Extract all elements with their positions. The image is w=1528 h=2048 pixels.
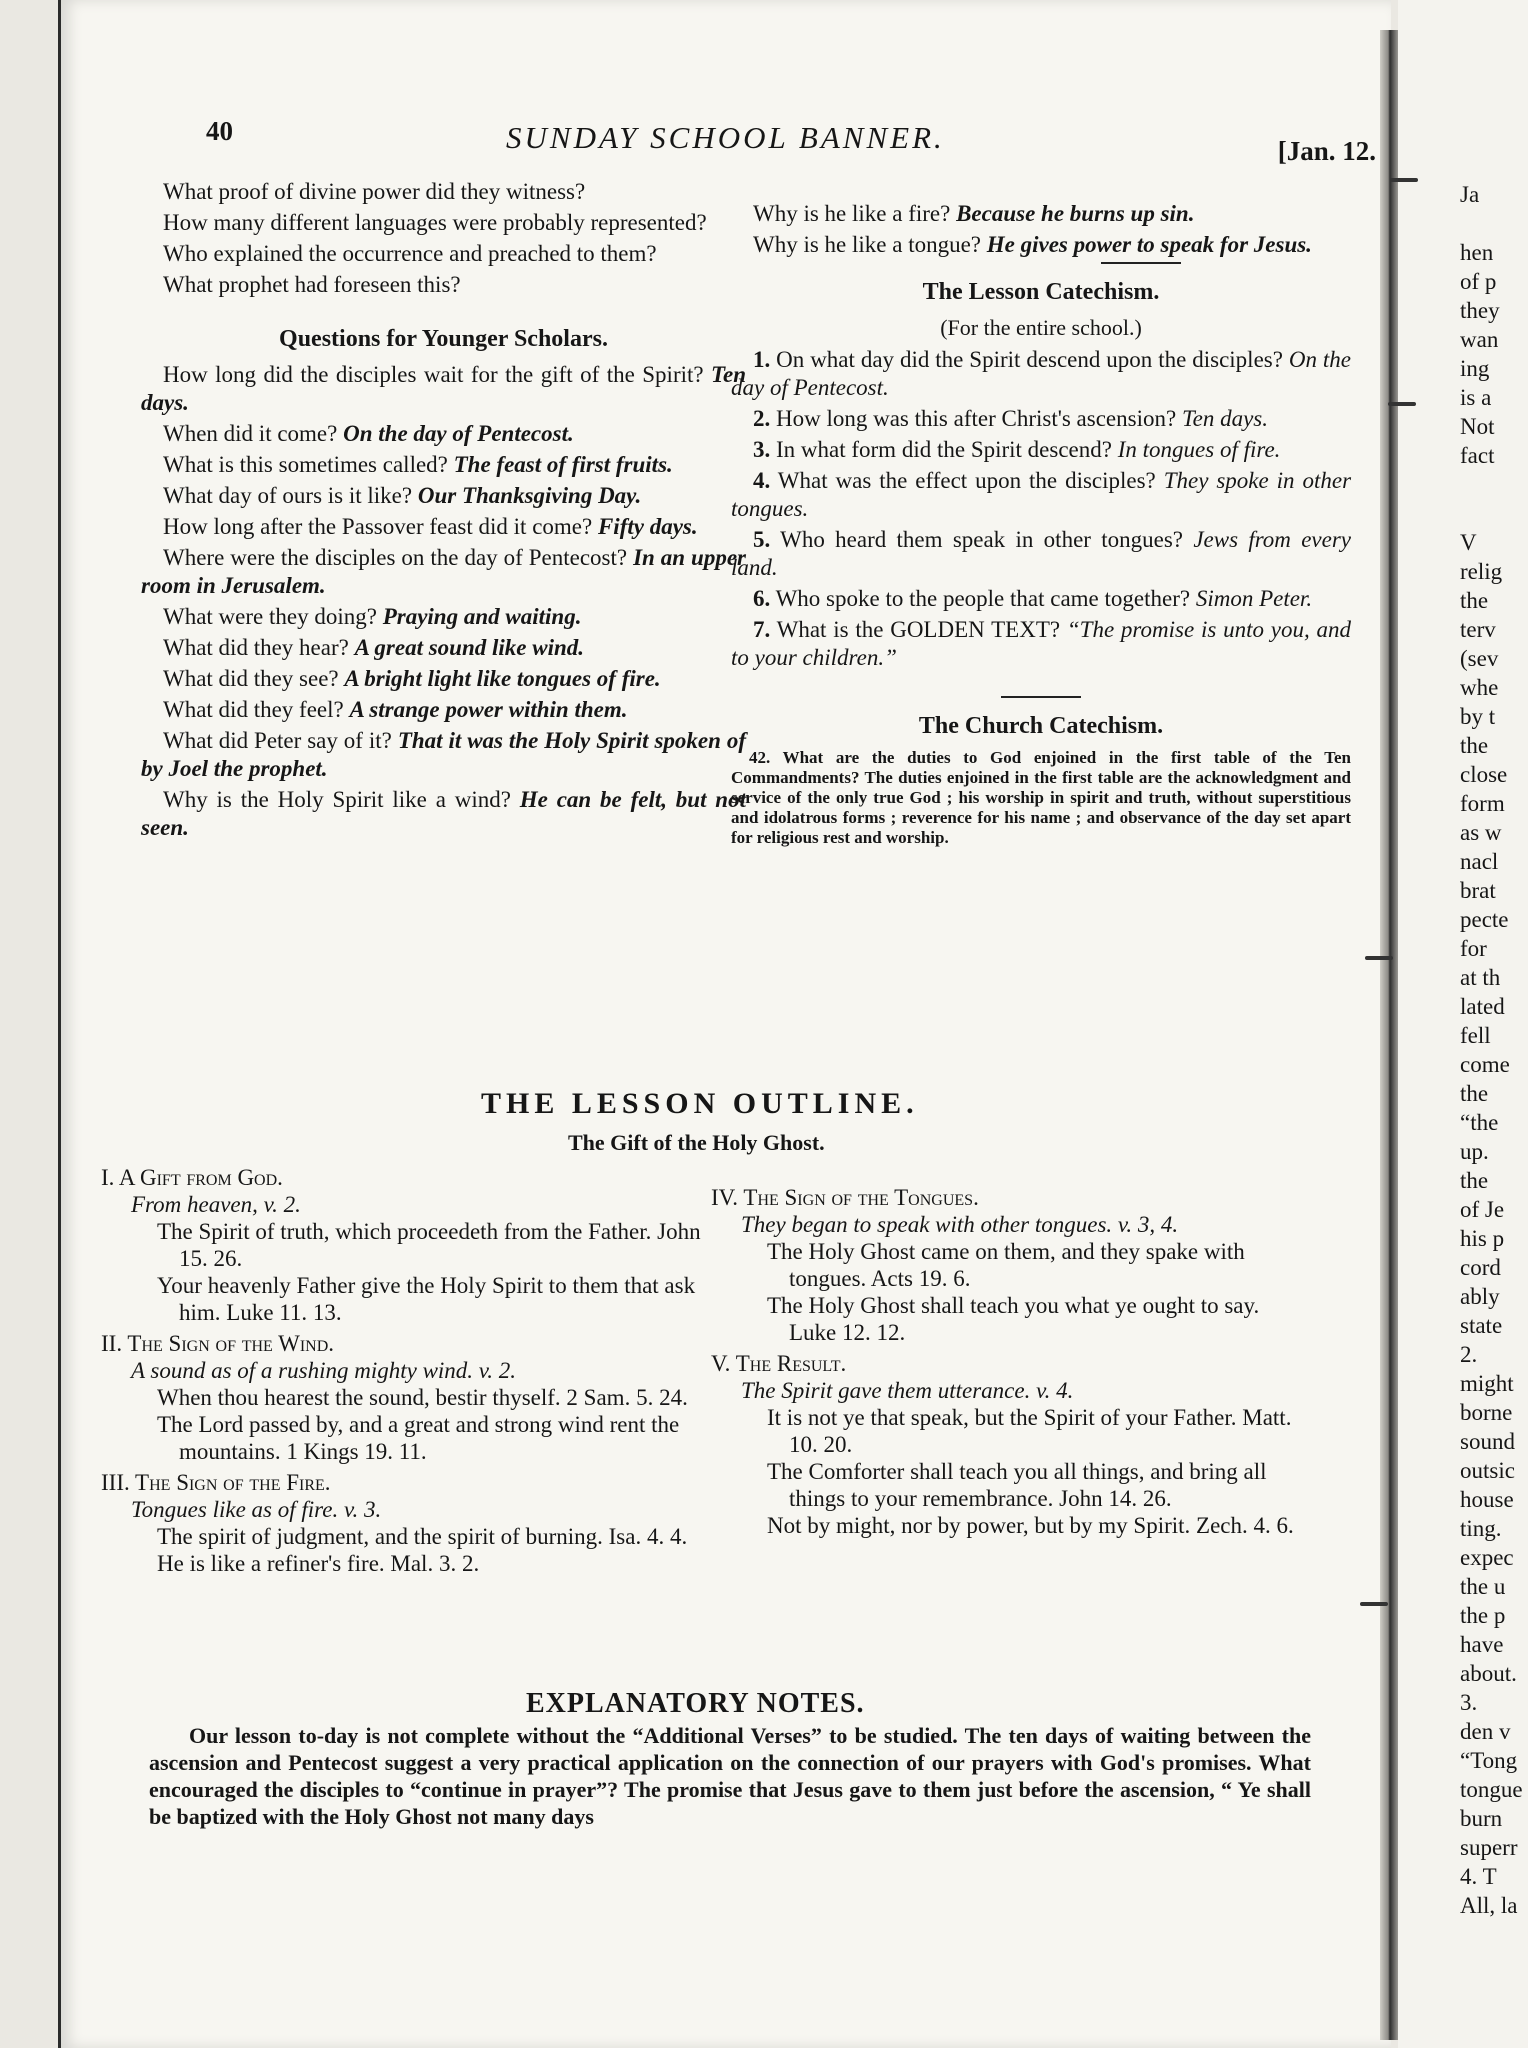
- binding-mark: [1360, 1602, 1388, 1606]
- answer-text: “The promise is unto you, and to your children.”: [731, 617, 1351, 670]
- facing-line: Not: [1460, 414, 1495, 439]
- question-text: Where were the disciples on the day of Pentecost?: [163, 545, 628, 570]
- question-text: How long after the Passover feast did it come?: [163, 514, 593, 539]
- facing-line: come: [1460, 1052, 1510, 1077]
- catechism-number: 7.: [753, 617, 771, 642]
- book-page: [58, 0, 1391, 2048]
- catechism-item: [731, 526, 1351, 582]
- catechism-item: [731, 405, 1351, 433]
- outline-reference: The Holy Ghost came on them, and they spake with tongues. Acts 19. 6.: [767, 1239, 1245, 1291]
- facing-line: of p: [1460, 269, 1497, 294]
- question: How many different languages were probably represented?: [163, 210, 707, 235]
- question-text: On what day did the Spirit descend upon the disciples?: [776, 347, 1283, 372]
- notes-body: [149, 1722, 1311, 1830]
- outline-reference: When thou hearest the sound, bestir thyself. 2 Sam. 5. 24.: [157, 1385, 688, 1410]
- answer-text: A great sound like wind.: [354, 635, 585, 660]
- outline-reference: It is not ye that speak, but the Spirit of your Father. Matt. 10. 20.: [767, 1405, 1292, 1457]
- facing-line: borne: [1460, 1400, 1513, 1425]
- facing-line: (sev: [1460, 646, 1499, 671]
- question-text: What is the GOLDEN TEXT?: [776, 617, 1061, 642]
- outline-reference: The Lord passed by, and a great and strong wind rent the mountains. 1 Kings 19. 11.: [157, 1412, 680, 1464]
- outline-verse: From heaven, v. 2.: [131, 1192, 301, 1217]
- answer-text: In an upper room in Jerusalem.: [141, 545, 746, 598]
- issue-date: [Jan. 12.: [1277, 136, 1376, 166]
- facing-line: might: [1460, 1371, 1514, 1396]
- facing-line: “Tong: [1460, 1748, 1518, 1773]
- answer-text: In tongues of fire.: [1117, 437, 1281, 462]
- outline-heading: I. A Gift from God.: [101, 1165, 283, 1190]
- facing-line: form: [1460, 791, 1505, 816]
- facing-line: 4. T: [1460, 1864, 1497, 1889]
- question-text: How long did the disciples wait for the gift of the Spirit?: [163, 362, 704, 387]
- facing-line: ably: [1460, 1284, 1500, 1309]
- binding-mark: [1390, 178, 1418, 182]
- catechism-number: 3.: [753, 437, 771, 462]
- answer-text: The feast of first fruits.: [453, 452, 673, 477]
- qa-item: [731, 200, 1351, 228]
- outline-verse: A sound as of a rushing mighty wind. v. 2.: [131, 1358, 517, 1383]
- outline-reference: The spirit of judgment, and the spirit of burning. Isa. 4. 4.: [157, 1524, 688, 1549]
- facing-line: ting.: [1460, 1516, 1502, 1541]
- question-text: What was the effect upon the disciples?: [777, 468, 1156, 493]
- facing-line: “the: [1460, 1110, 1499, 1135]
- binding-mark: [1388, 402, 1416, 406]
- qa-item: [141, 482, 746, 510]
- question-text: How long was this after Christ's ascension?: [776, 406, 1177, 431]
- facing-line: lated: [1460, 994, 1505, 1019]
- catechism-item: [731, 467, 1351, 523]
- question-text: Why is the Holy Spirit like a wind?: [163, 787, 511, 812]
- answer-text: Fifty days.: [597, 514, 698, 539]
- answer-text: Praying and waiting.: [382, 604, 582, 629]
- answer-text: Ten days.: [1181, 406, 1268, 431]
- facing-line: fell: [1460, 1023, 1491, 1048]
- catechism-number: 5.: [753, 527, 771, 552]
- facing-line: tongue: [1460, 1777, 1523, 1802]
- qa-item: [141, 634, 746, 662]
- facing-line: at th: [1460, 965, 1501, 990]
- page-header: [206, 112, 1386, 166]
- answer-text: On the day of Pentecost.: [343, 421, 574, 446]
- facing-line: burn: [1460, 1806, 1503, 1831]
- facing-line: expec: [1460, 1545, 1514, 1570]
- outline-title: THE LESSON OUTLINE.: [481, 1087, 919, 1120]
- outline-reference: Not by might, nor by power, but by my Spirit. Zech. 4. 6.: [767, 1513, 1294, 1538]
- left-column: [141, 178, 746, 845]
- divider: [1001, 696, 1081, 698]
- question: What proof of divine power did they witness?: [163, 179, 586, 204]
- facing-line: close: [1460, 762, 1508, 787]
- question-text: Who spoke to the people that came together?: [775, 586, 1191, 611]
- facing-line: outsic: [1460, 1458, 1515, 1483]
- outline-verse: The Spirit gave them utterance. v. 4.: [741, 1378, 1074, 1403]
- younger-qa-list: [141, 361, 746, 842]
- answer-text: He gives power to speak for Jesus.: [986, 232, 1312, 257]
- catechism-number: 1.: [753, 347, 771, 372]
- facing-line: for: [1460, 936, 1487, 961]
- facing-line: relig: [1460, 559, 1503, 584]
- answer-text: Because he burns up sin.: [956, 201, 1195, 226]
- facing-line: [1460, 499, 1523, 528]
- outline-reference: The Holy Ghost shall teach you what ye ought to say. Luke 12. 12.: [767, 1293, 1260, 1345]
- facing-line: of Je: [1460, 1197, 1505, 1222]
- notes-paragraph: Our lesson to-day is not complete without the “Additional Verses” to be studied. The ten days of waiting between the ascension and Pentecost suggest a very practical application on the connection of our prayers with God's promises. What encouraged the disciples to “continue in prayer”? The promise that Jesus gave to them just before the ascension, “ Ye shall be baptized with the Holy Ghost not many days: [149, 1723, 1311, 1829]
- facing-line: up.: [1460, 1139, 1489, 1164]
- facing-line: the: [1460, 1168, 1489, 1193]
- facing-line: V: [1460, 530, 1477, 555]
- catechism-number: 6.: [753, 586, 771, 611]
- answer-text: A strange power within them.: [349, 697, 628, 722]
- outline-heading: II. The Sign of the Wind.: [101, 1331, 335, 1356]
- facing-line: wan: [1460, 327, 1499, 352]
- answer-text: Ten days.: [141, 362, 746, 415]
- facing-line: the u: [1460, 1574, 1506, 1599]
- facing-line: brat: [1460, 878, 1496, 903]
- running-title: SUNDAY SCHOOL BANNER.: [506, 120, 945, 155]
- question-text: What day of ours is it like?: [163, 483, 413, 508]
- facing-line: whe: [1460, 675, 1499, 700]
- facing-line: is a: [1460, 385, 1492, 410]
- catechism-number: 2.: [753, 406, 771, 431]
- facing-line: [1460, 470, 1523, 499]
- outline-subtitle: The Gift of the Holy Ghost.: [568, 1130, 825, 1155]
- question-text: When did it come?: [163, 421, 338, 446]
- facing-line: the: [1460, 588, 1489, 613]
- lesson-catechism-heading: The Lesson Catechism.: [922, 279, 1160, 305]
- facing-line: by t: [1460, 704, 1496, 729]
- outline-verse: Tongues like as of fire. v. 3.: [131, 1497, 382, 1522]
- facing-line: his p: [1460, 1226, 1505, 1251]
- qa-item: [141, 727, 746, 783]
- outline-verse: They began to speak with other tongues. v. 3, 4.: [741, 1212, 1179, 1237]
- answer-text: They spoke in other tongues.: [731, 468, 1352, 521]
- qa-item: [141, 786, 746, 842]
- facing-line: All, la: [1460, 1893, 1518, 1918]
- facing-page: [1398, 0, 1528, 2048]
- facing-line: as w: [1460, 820, 1502, 845]
- qa-item: [141, 603, 746, 631]
- answer-text: That it was the Holy Spirit spoken of by Joel the prophet.: [141, 728, 747, 781]
- facing-line: state: [1460, 1313, 1503, 1338]
- qa-item: [141, 420, 746, 448]
- facing-line: [1460, 209, 1523, 238]
- qa-item: [141, 361, 746, 417]
- facing-line: hen: [1460, 240, 1494, 265]
- top-qa-list: [731, 200, 1351, 259]
- question-text: What did they hear?: [163, 635, 349, 660]
- qa-item: [141, 696, 746, 724]
- facing-line: about.: [1460, 1661, 1517, 1686]
- question-text: Why is he like a tongue?: [753, 232, 982, 257]
- outline-reference: Your heavenly Father give the Holy Spirit to them that ask him. Luke 11. 13.: [157, 1273, 696, 1325]
- question-text: What were they doing?: [163, 604, 377, 629]
- facing-line: den v: [1460, 1719, 1511, 1744]
- facing-page-text: [1460, 180, 1523, 1920]
- answer-text: Simon Peter.: [1195, 586, 1313, 611]
- facing-line: cord: [1460, 1255, 1501, 1280]
- facing-line: 2.: [1460, 1342, 1478, 1367]
- facing-line: Ja: [1460, 182, 1480, 207]
- catechism-item: [731, 346, 1351, 402]
- qa-item: [141, 665, 746, 693]
- facing-line: have: [1460, 1632, 1504, 1657]
- answer-text: Our Thanksgiving Day.: [417, 483, 642, 508]
- facing-line: 3.: [1460, 1690, 1478, 1715]
- church-catechism-text: 42. What are the duties to God enjoined in the first table of the Ten Commandments? The duties enjoined in the first table are the acknowledgment and service of the only true God ; his worship in spirit and truth, without superstitious and idolatrous forms ; reverence for his name ; and observance of the day set apart for religious rest and worship.: [731, 748, 1351, 847]
- outline-reference: The Spirit of truth, which proceedeth from the Father. John 15. 26.: [157, 1219, 701, 1271]
- answer-text: Jews from every land.: [731, 527, 1352, 580]
- question: What prophet had foreseen this?: [163, 272, 461, 297]
- qa-item: [141, 513, 746, 541]
- catechism-number: 4.: [753, 468, 771, 493]
- question-text: Why is he like a fire?: [753, 201, 951, 226]
- catechism-item: [731, 616, 1351, 672]
- outline-reference: The Comforter shall teach you all things, and bring all things to your remembrance. John 14. 26.: [767, 1459, 1267, 1511]
- facing-line: pecte: [1460, 907, 1509, 932]
- facing-line: ing: [1460, 356, 1490, 381]
- binding-mark: [1365, 956, 1393, 960]
- facing-line: nacl: [1460, 849, 1499, 874]
- answer-text: He can be felt, but not seen.: [141, 787, 746, 840]
- outline-heading: III. The Sign of the Fire.: [101, 1470, 331, 1495]
- outline-reference: He is like a refiner's fire. Mal. 3. 2.: [157, 1551, 480, 1576]
- younger-scholars-heading: Questions for Younger Scholars.: [279, 326, 608, 352]
- divider: [1101, 262, 1181, 264]
- question-text: What is this sometimes called?: [163, 452, 448, 477]
- notes-title: EXPLANATORY NOTES.: [526, 1688, 865, 1719]
- book-gutter: [1380, 30, 1398, 2040]
- facing-line: the: [1460, 733, 1489, 758]
- qa-item: [141, 451, 746, 479]
- lesson-catechism-subtitle: (For the entire school.): [940, 315, 1142, 340]
- catechism-item: [731, 585, 1351, 613]
- facing-line: terv: [1460, 617, 1496, 642]
- facing-line: the: [1460, 1081, 1489, 1106]
- catechism-list: [731, 346, 1351, 672]
- right-column: [731, 200, 1351, 848]
- question-text: What did they see?: [163, 666, 339, 691]
- facing-line: superr: [1460, 1835, 1518, 1860]
- facing-line: house: [1460, 1487, 1514, 1512]
- qa-item: [141, 544, 746, 600]
- facing-line: the p: [1460, 1603, 1506, 1628]
- facing-line: they: [1460, 298, 1500, 323]
- qa-item: [731, 231, 1351, 259]
- answer-text: On the day of Pentecost.: [731, 347, 1352, 400]
- question-text: What did Peter say of it?: [163, 728, 392, 753]
- answer-text: A bright light like tongues of fire.: [344, 666, 661, 691]
- catechism-item: [731, 436, 1351, 464]
- question-text: What did they feel?: [163, 697, 344, 722]
- outline-left-column: [101, 1160, 701, 1577]
- facing-line: fact: [1460, 443, 1495, 468]
- facing-line: sound: [1460, 1429, 1515, 1454]
- page-number: 40: [206, 116, 233, 146]
- church-catechism-heading: The Church Catechism.: [918, 713, 1164, 739]
- outline-heading: V. The Result.: [711, 1351, 847, 1376]
- question: Who explained the occurrence and preached to them?: [163, 241, 657, 266]
- question-text: Who heard them speak in other tongues?: [780, 527, 1183, 552]
- outline-right-column: [711, 1180, 1311, 1539]
- question-text: In what form did the Spirit descend?: [776, 437, 1112, 462]
- outline-heading: IV. The Sign of the Tongues.: [711, 1185, 979, 1210]
